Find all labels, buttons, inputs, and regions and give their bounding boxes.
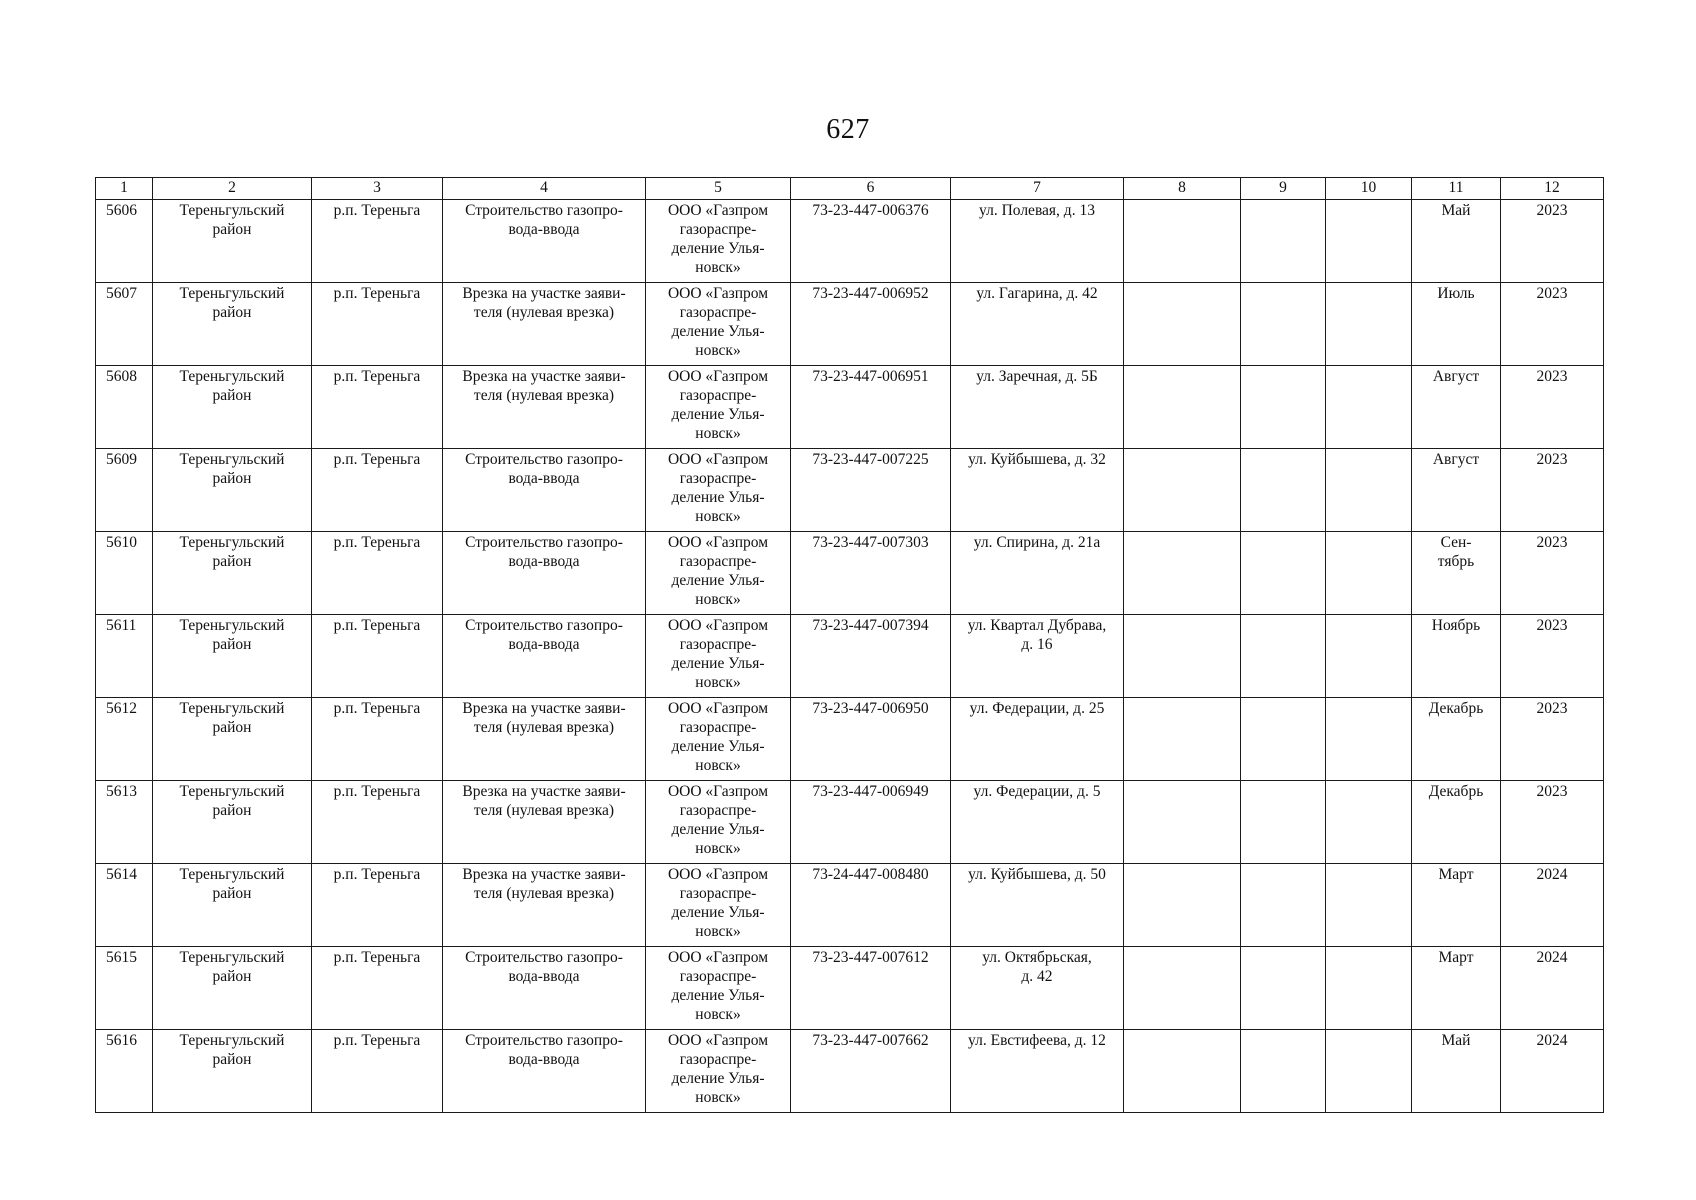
month-cell: Март [1412, 947, 1501, 1030]
year-cell: 2023 [1501, 366, 1604, 449]
organization-cell: ООО «Газпром газораспре- деление Улья- новск» [646, 283, 791, 366]
work-type-cell: Врезка на участке заяви- теля (нулевая врезка) [443, 864, 646, 947]
column-8-cell [1124, 615, 1241, 698]
organization-cell: ООО «Газпром газораспре- деление Улья- новск» [646, 366, 791, 449]
table-row [96, 366, 1604, 449]
address-cell: ул. Октябрьская, д. 42 [951, 947, 1124, 1030]
column-10-cell [1326, 781, 1412, 864]
year-cell: 2023 [1501, 532, 1604, 615]
column-8-cell [1124, 532, 1241, 615]
year-cell: 2023 [1501, 200, 1604, 283]
column-10-cell [1326, 283, 1412, 366]
year-cell: 2023 [1501, 283, 1604, 366]
column-9-cell [1241, 615, 1326, 698]
column-9-cell [1241, 283, 1326, 366]
locality-cell: р.п. Тереньга [312, 947, 443, 1030]
object-code-cell: 73-23-447-006951 [791, 366, 951, 449]
column-9-cell [1241, 947, 1326, 1030]
column-8-cell [1124, 864, 1241, 947]
address-cell: ул. Федерации, д. 25 [951, 698, 1124, 781]
address-cell: ул. Евстифеева, д. 12 [951, 1030, 1124, 1113]
district-cell: Тереньгульский район [153, 283, 312, 366]
month-cell: Август [1412, 449, 1501, 532]
organization-cell: ООО «Газпром газораспре- деление Улья- новск» [646, 781, 791, 864]
object-code-cell: 73-23-447-006949 [791, 781, 951, 864]
locality-cell: р.п. Тереньга [312, 366, 443, 449]
column-10-cell [1326, 200, 1412, 283]
month-cell: Май [1412, 1030, 1501, 1113]
column-10-cell [1326, 532, 1412, 615]
district-cell: Тереньгульский район [153, 200, 312, 283]
column-number: 2 [153, 178, 312, 200]
column-number: 4 [443, 178, 646, 200]
year-cell: 2023 [1501, 615, 1604, 698]
row-number-cell: 5607 [96, 283, 153, 366]
organization-cell: ООО «Газпром газораспре- деление Улья- новск» [646, 200, 791, 283]
organization-cell: ООО «Газпром газораспре- деление Улья- новск» [646, 864, 791, 947]
row-number-cell: 5612 [96, 698, 153, 781]
district-cell: Тереньгульский район [153, 781, 312, 864]
address-cell: ул. Квартал Дубрава, д. 16 [951, 615, 1124, 698]
district-cell: Тереньгульский район [153, 864, 312, 947]
work-type-cell: Врезка на участке заяви- теля (нулевая врезка) [443, 698, 646, 781]
district-cell: Тереньгульский район [153, 698, 312, 781]
column-8-cell [1124, 698, 1241, 781]
column-10-cell [1326, 698, 1412, 781]
table-row [96, 698, 1604, 781]
organization-cell: ООО «Газпром газораспре- деление Улья- новск» [646, 1030, 791, 1113]
locality-cell: р.п. Тереньга [312, 615, 443, 698]
district-cell: Тереньгульский район [153, 532, 312, 615]
row-number-cell: 5611 [96, 615, 153, 698]
address-cell: ул. Куйбышева, д. 50 [951, 864, 1124, 947]
table-row [96, 615, 1604, 698]
column-number: 10 [1326, 178, 1412, 200]
locality-cell: р.п. Тереньга [312, 449, 443, 532]
column-10-cell [1326, 366, 1412, 449]
work-type-cell: Врезка на участке заяви- теля (нулевая врезка) [443, 366, 646, 449]
column-number: 1 [96, 178, 153, 200]
object-code-cell: 73-23-447-006376 [791, 200, 951, 283]
object-code-cell: 73-23-447-006950 [791, 698, 951, 781]
column-10-cell [1326, 864, 1412, 947]
object-code-cell: 73-23-447-007225 [791, 449, 951, 532]
column-9-cell [1241, 1030, 1326, 1113]
month-cell: Декабрь [1412, 781, 1501, 864]
table-row [96, 1030, 1604, 1113]
column-8-cell [1124, 947, 1241, 1030]
year-cell: 2024 [1501, 864, 1604, 947]
work-type-cell: Строительство газопро- вода-ввода [443, 1030, 646, 1113]
column-number: 8 [1124, 178, 1241, 200]
year-cell: 2024 [1501, 1030, 1604, 1113]
locality-cell: р.п. Тереньга [312, 532, 443, 615]
locality-cell: р.п. Тереньга [312, 1030, 443, 1113]
month-cell: Сен- тябрь [1412, 532, 1501, 615]
work-type-cell: Строительство газопро- вода-ввода [443, 200, 646, 283]
column-8-cell [1124, 449, 1241, 532]
address-cell: ул. Полевая, д. 13 [951, 200, 1124, 283]
organization-cell: ООО «Газпром газораспре- деление Улья- новск» [646, 698, 791, 781]
district-cell: Тереньгульский район [153, 366, 312, 449]
row-number-cell: 5616 [96, 1030, 153, 1113]
register-table [95, 177, 1604, 1113]
table-row [96, 532, 1604, 615]
address-cell: ул. Гагарина, д. 42 [951, 283, 1124, 366]
object-code-cell: 73-24-447-008480 [791, 864, 951, 947]
table-body [96, 178, 1604, 1113]
column-9-cell [1241, 200, 1326, 283]
table-row [96, 283, 1604, 366]
row-number-cell: 5615 [96, 947, 153, 1030]
column-8-cell [1124, 781, 1241, 864]
work-type-cell: Врезка на участке заяви- теля (нулевая врезка) [443, 283, 646, 366]
row-number-cell: 5613 [96, 781, 153, 864]
column-number: 5 [646, 178, 791, 200]
column-10-cell [1326, 947, 1412, 1030]
column-number: 6 [791, 178, 951, 200]
address-cell: ул. Федерации, д. 5 [951, 781, 1124, 864]
column-8-cell [1124, 283, 1241, 366]
district-cell: Тереньгульский район [153, 947, 312, 1030]
object-code-cell: 73-23-447-007394 [791, 615, 951, 698]
year-cell: 2023 [1501, 781, 1604, 864]
district-cell: Тереньгульский район [153, 449, 312, 532]
month-cell: Ноябрь [1412, 615, 1501, 698]
object-code-cell: 73-23-447-007612 [791, 947, 951, 1030]
address-cell: ул. Заречная, д. 5Б [951, 366, 1124, 449]
column-9-cell [1241, 532, 1326, 615]
column-10-cell [1326, 615, 1412, 698]
organization-cell: ООО «Газпром газораспре- деление Улья- новск» [646, 615, 791, 698]
district-cell: Тереньгульский район [153, 1030, 312, 1113]
organization-cell: ООО «Газпром газораспре- деление Улья- новск» [646, 532, 791, 615]
locality-cell: р.п. Тереньга [312, 283, 443, 366]
column-9-cell [1241, 698, 1326, 781]
month-cell: Декабрь [1412, 698, 1501, 781]
column-9-cell [1241, 781, 1326, 864]
row-number-cell: 5614 [96, 864, 153, 947]
row-number-cell: 5610 [96, 532, 153, 615]
object-code-cell: 73-23-447-007303 [791, 532, 951, 615]
column-10-cell [1326, 1030, 1412, 1113]
column-8-cell [1124, 1030, 1241, 1113]
work-type-cell: Строительство газопро- вода-ввода [443, 532, 646, 615]
page-number: 627 [826, 114, 870, 145]
work-type-cell: Строительство газопро- вода-ввода [443, 449, 646, 532]
column-number: 11 [1412, 178, 1501, 200]
month-cell: Июль [1412, 283, 1501, 366]
column-10-cell [1326, 449, 1412, 532]
month-cell: Март [1412, 864, 1501, 947]
table-row [96, 781, 1604, 864]
column-number: 12 [1501, 178, 1604, 200]
object-code-cell: 73-23-447-007662 [791, 1030, 951, 1113]
year-cell: 2023 [1501, 698, 1604, 781]
column-9-cell [1241, 366, 1326, 449]
locality-cell: р.п. Тереньга [312, 698, 443, 781]
table-row [96, 864, 1604, 947]
row-number-cell: 5609 [96, 449, 153, 532]
work-type-cell: Строительство газопро- вода-ввода [443, 947, 646, 1030]
locality-cell: р.п. Тереньга [312, 200, 443, 283]
work-type-cell: Врезка на участке заяви- теля (нулевая врезка) [443, 781, 646, 864]
column-9-cell [1241, 864, 1326, 947]
address-cell: ул. Куйбышева, д. 32 [951, 449, 1124, 532]
column-number-row [96, 178, 1604, 200]
organization-cell: ООО «Газпром газораспре- деление Улья- новск» [646, 947, 791, 1030]
row-number-cell: 5606 [96, 200, 153, 283]
column-9-cell [1241, 449, 1326, 532]
work-type-cell: Строительство газопро- вода-ввода [443, 615, 646, 698]
address-cell: ул. Спирина, д. 21а [951, 532, 1124, 615]
table-row [96, 449, 1604, 532]
column-number: 9 [1241, 178, 1326, 200]
column-number: 3 [312, 178, 443, 200]
row-number-cell: 5608 [96, 366, 153, 449]
month-cell: Август [1412, 366, 1501, 449]
locality-cell: р.п. Тереньга [312, 864, 443, 947]
locality-cell: р.п. Тереньга [312, 781, 443, 864]
year-cell: 2024 [1501, 947, 1604, 1030]
month-cell: Май [1412, 200, 1501, 283]
column-number: 7 [951, 178, 1124, 200]
year-cell: 2023 [1501, 449, 1604, 532]
column-8-cell [1124, 366, 1241, 449]
object-code-cell: 73-23-447-006952 [791, 283, 951, 366]
organization-cell: ООО «Газпром газораспре- деление Улья- новск» [646, 449, 791, 532]
table-row [96, 200, 1604, 283]
table-row [96, 947, 1604, 1030]
district-cell: Тереньгульский район [153, 615, 312, 698]
column-8-cell [1124, 200, 1241, 283]
